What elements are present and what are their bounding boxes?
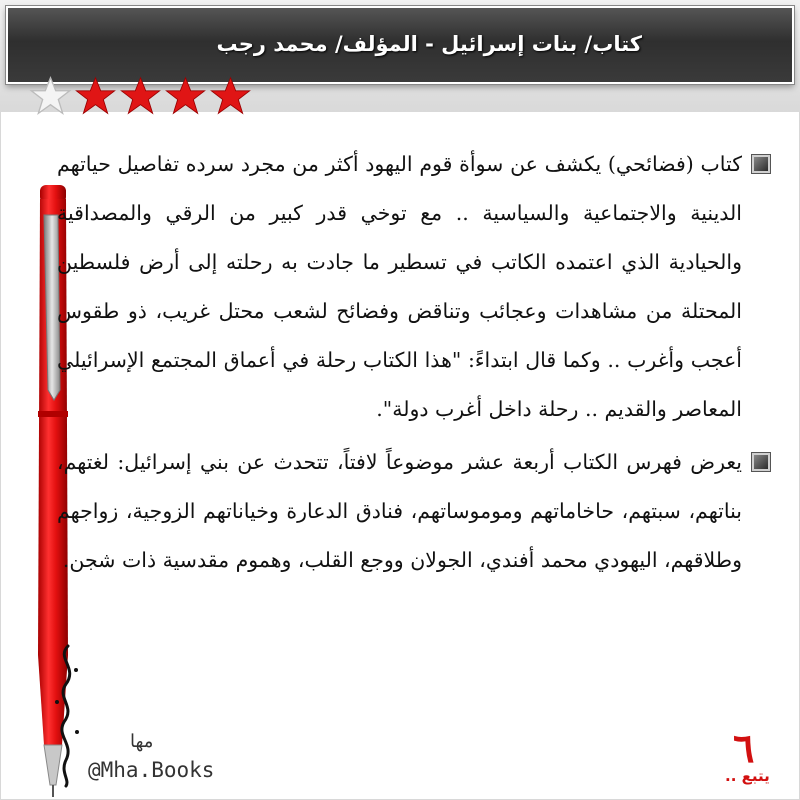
page-number: ٦ bbox=[733, 725, 755, 772]
header-band bbox=[0, 0, 800, 112]
star-icon-filled bbox=[118, 76, 163, 116]
star-icon-filled bbox=[208, 76, 253, 116]
continue-label: يتبع .. bbox=[725, 767, 770, 785]
review-paragraph bbox=[57, 438, 772, 585]
square-bullet-icon bbox=[752, 155, 770, 173]
rating-stars bbox=[28, 76, 253, 116]
signature-handle: @Mha.Books bbox=[88, 758, 215, 782]
paragraph-text: يعرض فهرس الكتاب أربعة عشر موضوعاً لافتاً، تتحدث عن بني إسرائيل: لغتهم، بناتهم، سبتهم، حاخاماتهم وموموساتهم، فنادق الدعارة وخياناتهم الزوجية، زواجهم وطلاقهم، اليهودي محمد أفندي، الجولان ووجع القلب، وهموم مقدسية ذات شجن. bbox=[57, 450, 742, 572]
star-icon-filled bbox=[73, 76, 118, 116]
signature-arabic: مها bbox=[130, 731, 154, 752]
review-content bbox=[57, 140, 772, 589]
square-bullet-icon bbox=[752, 453, 770, 471]
star-icon-filled bbox=[163, 76, 208, 116]
review-paragraph bbox=[57, 140, 772, 434]
title-bar bbox=[6, 6, 794, 84]
star-icon-empty bbox=[28, 76, 73, 116]
paragraph-text: كتاب (فضائحي) يكشف عن سوأة قوم اليهود أكثر من مجرد سرده تفاصيل حياتهم الدينية والاجتماعية والسياسية .. مع توخي قدر كبير من الرقي والمصداقية والحيادية الذي اعتمده الكاتب في تسطير ما جادت به رحلته إلى أرض فلسطين المحتلة من مشاهدات وعجائب وتناقض وفضائح لشعب محتل غريب، ذو طقوس أعجب وأغرب .. وكما قال ابتداءً: "هذا الكتاب رحلة في أعماق المجتمع الإسرائيلي المعاصر والقديم .. رحلة داخل أغرب دولة". bbox=[57, 152, 742, 421]
rating-handwritten-word bbox=[48, 640, 88, 790]
book-title: كتاب/ بنات إسرائيل - المؤلف/ محمد رجب bbox=[216, 32, 642, 56]
